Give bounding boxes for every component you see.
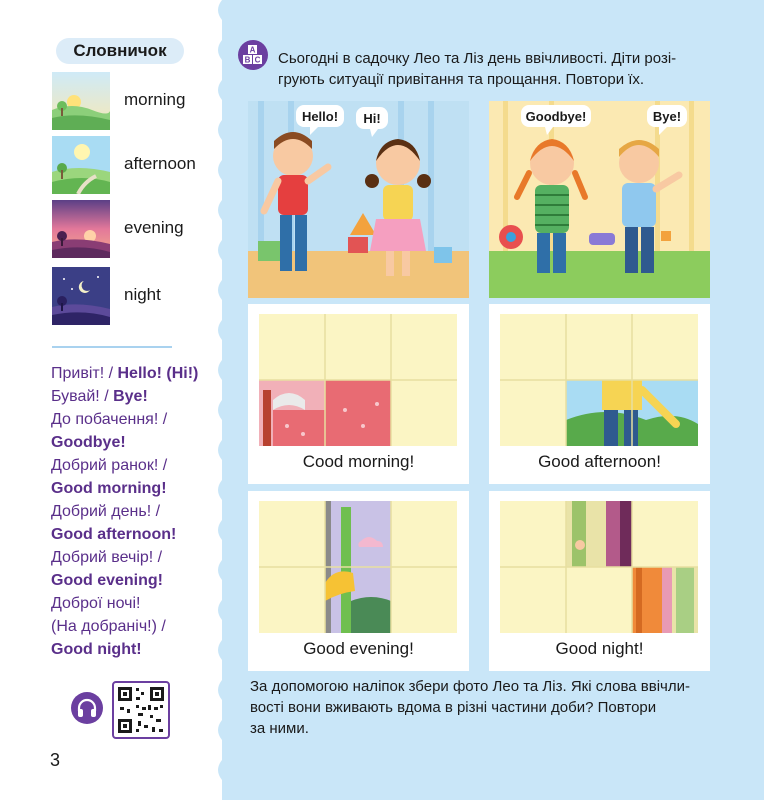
speech-bubble: Goodbye! [525, 109, 587, 124]
afternoon-landscape-icon [52, 136, 110, 194]
phrase-line: Бувай! / Bye! [51, 388, 148, 405]
sticker-grid [500, 314, 698, 446]
vocab-word: evening [124, 218, 184, 237]
sticker-card-afternoon [489, 304, 710, 484]
card-caption: Good evening! [303, 639, 414, 658]
speech-bubble: Bye! [652, 109, 682, 124]
phrase-line: Good morning! [51, 480, 167, 497]
sticker-grid [500, 501, 698, 633]
vocab-word: night [124, 285, 161, 304]
goodbye-scene-illustration [489, 101, 710, 298]
phrase-line: Good afternoon! [51, 526, 177, 543]
page-number: 3 [50, 750, 61, 770]
intro-text: Сьогодні в садочку Лео та Ліз день ввічливості. Діти розі- грують ситуації привітання та прощання. Повтори їх. [278, 50, 677, 88]
instruction-text: За допомогою наліпок збери фото Лео та Ліз. Які слова ввічли- вості вони вживають вдома в різні частини доби? Повтори за ними. [250, 678, 690, 737]
sticker-card-night [489, 491, 710, 671]
phrase-line: Добрий вечір! / [51, 549, 163, 566]
vocab-word: morning [124, 90, 186, 109]
divider [52, 346, 172, 348]
vocab-item-afternoon [52, 136, 212, 194]
card-caption: Good afternoon! [538, 452, 661, 471]
headphones-icon[interactable] [71, 692, 103, 724]
vocab-item-morning [52, 72, 212, 130]
phrase-list [51, 362, 221, 661]
svg-text:B: B [244, 55, 251, 65]
speech-bubble: Hi! [363, 111, 381, 126]
vocab-item-night [52, 267, 212, 325]
svg-text:C: C [254, 55, 261, 65]
abc-blocks-icon [238, 40, 268, 70]
card-caption: Good night! [555, 639, 644, 658]
evening-landscape-icon [52, 200, 110, 258]
phrase-line: Добрий день! / [51, 503, 161, 520]
phrase-line: Привіт! / Hello! (Hi!) [51, 365, 199, 382]
vocabulary-title: Словничок [56, 38, 184, 64]
phrase-line: Good evening! [51, 572, 163, 589]
phrase-line: Добрий ранок! / [51, 457, 168, 474]
sticker-grid [259, 501, 457, 633]
vocab-item-evening [52, 200, 212, 258]
vocabulary-column [0, 0, 222, 800]
svg-text:A: A [249, 45, 256, 55]
qr-code[interactable] [112, 681, 170, 739]
vocab-word: afternoon [124, 154, 196, 173]
sticker-card-evening [248, 491, 469, 671]
morning-landscape-icon [52, 72, 110, 130]
night-landscape-icon [52, 267, 110, 325]
phrase-line: Доброї ночі! [51, 595, 141, 612]
sticker-grid [259, 314, 457, 446]
card-caption: Cood morning! [302, 452, 415, 471]
sticker-card-morning [248, 304, 469, 484]
phrase-line: (На добраніч!) / [51, 618, 166, 635]
hello-scene-illustration [248, 101, 469, 298]
phrase-line: Good night! [51, 641, 142, 658]
phrase-line: Goodbye! [51, 434, 126, 451]
phrase-line: До побачення! / [51, 411, 168, 428]
speech-bubble: Hello! [301, 109, 339, 124]
